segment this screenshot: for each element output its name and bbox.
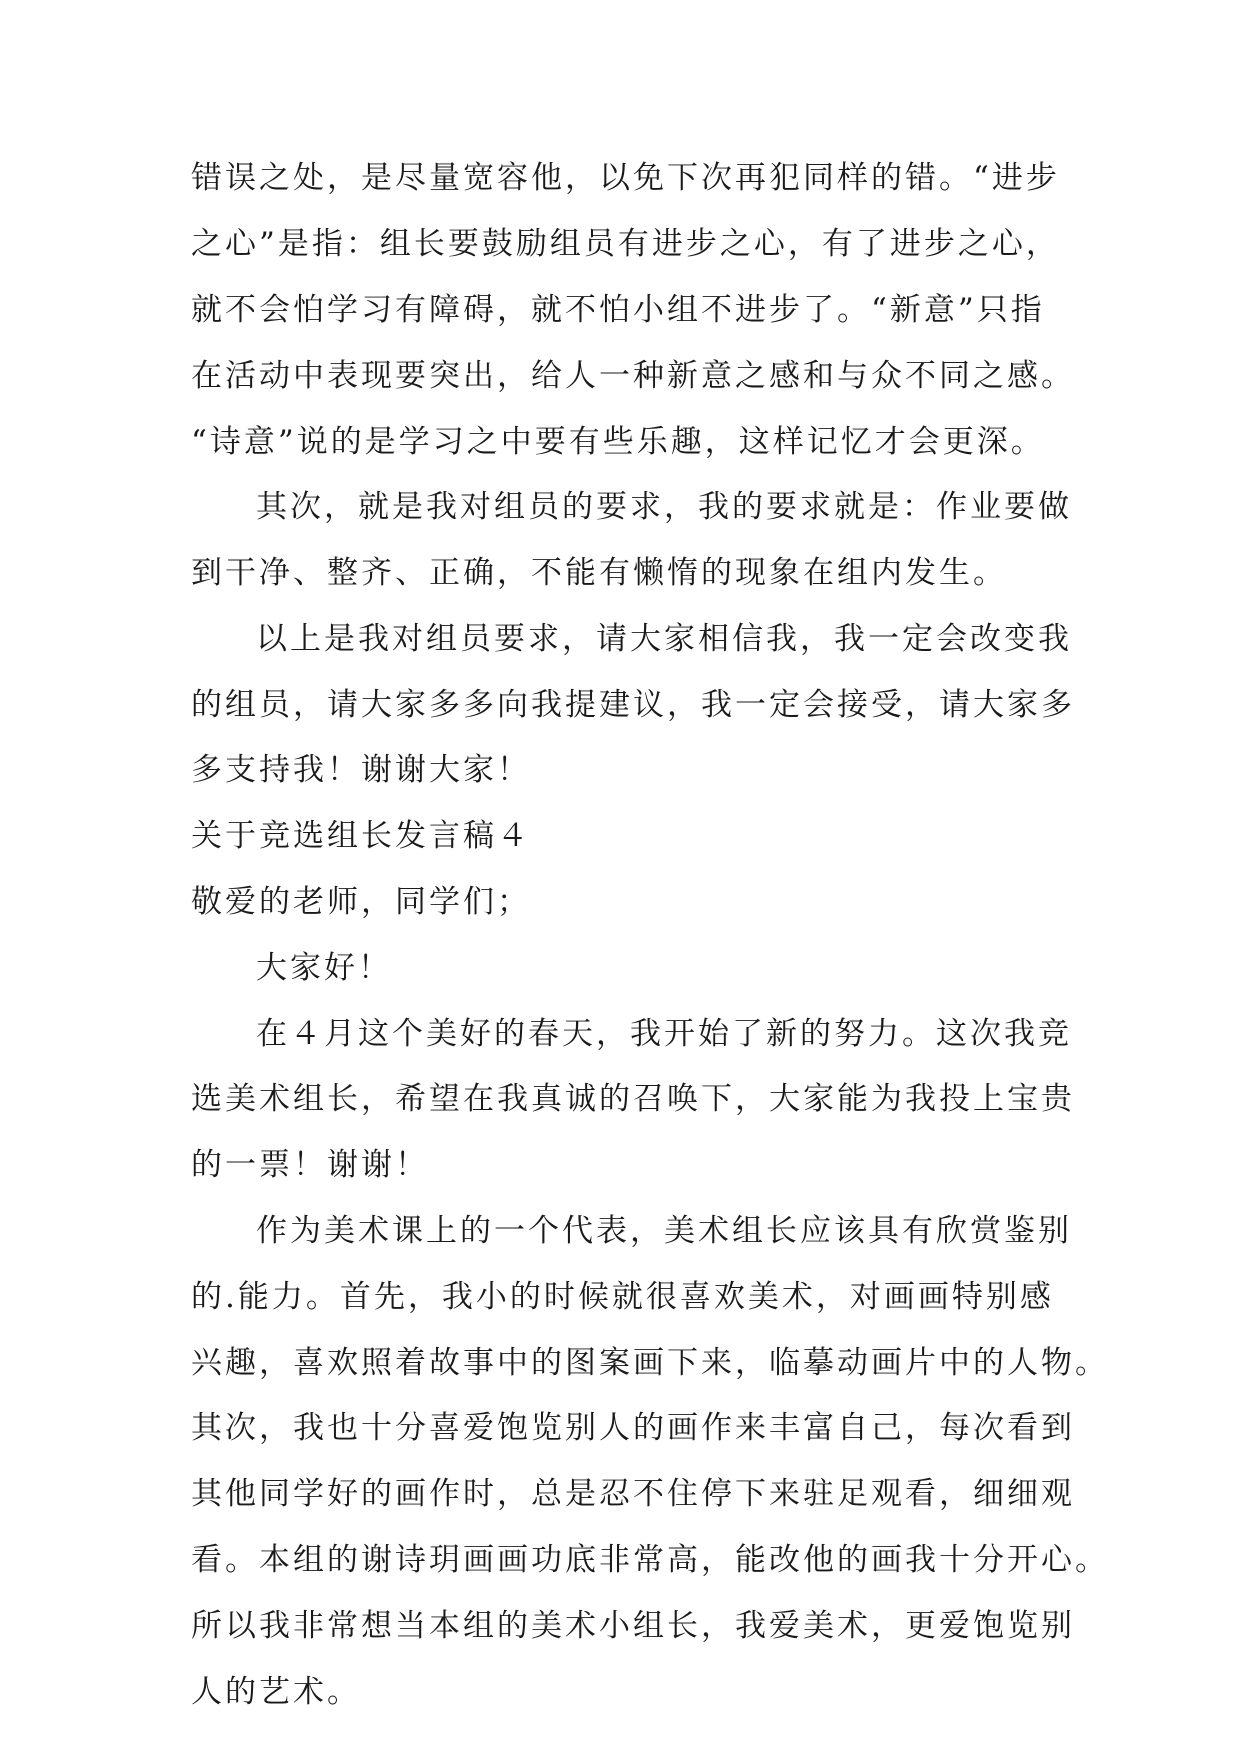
body-text-line: 看。本组的谢诗玥画画功底非常高，能改他的画我十分开心。 [191, 1542, 1109, 1578]
salutation: 敬爱的老师，同学们； [191, 884, 531, 920]
body-text-line: 就不会怕学习有障碍，就不怕小组不进步了。“新意”只指 [191, 292, 1045, 328]
body-text-line: 错误之处，是尽量宽容他，以免下次再犯同样的错。“进步 [191, 160, 1060, 196]
body-text-line: 人的艺术。 [191, 1674, 361, 1710]
body-text-line: 选美术组长，希望在我真诚的召唤下，大家能为我投上宝贵 [191, 1081, 1075, 1117]
body-text-line: 其他同学好的画作时，总是忍不住停下来驻足观看，细细观 [191, 1476, 1075, 1512]
paragraph-first-line: 在４月这个美好的春天，我开始了新的努力。这次我竞 [256, 1016, 1072, 1052]
greeting: 大家好！ [256, 950, 392, 986]
body-text-line: 多支持我！谢谢大家！ [191, 752, 531, 788]
body-text-line: 兴趣，喜欢照着故事中的图案画下来，临摹动画片中的人物。 [191, 1345, 1109, 1381]
paragraph-first-line: 作为美术课上的一个代表，美术组长应该具有欣赏鉴别 [256, 1213, 1072, 1249]
body-text-line: 所以我非常想当本组的美术小组长，我爱美术，更爱饱览别 [191, 1608, 1075, 1644]
body-text-line: 的.能力。首先，我小的时候就很喜欢美术，对画画特别感 [191, 1279, 1054, 1315]
paragraph-first-line: 其次，就是我对组员的要求，我的要求就是：作业要做 [256, 489, 1072, 525]
section-heading: 关于竞选组长发言稿４ [191, 818, 531, 854]
body-text-line: 其次，我也十分喜爱饱览别人的画作来丰富自己，每次看到 [191, 1410, 1075, 1446]
body-text-line: 的一票！谢谢！ [191, 1147, 429, 1183]
body-text-line: 到干净、整齐、正确，不能有懒惰的现象在组内发生。 [191, 555, 1007, 591]
paragraph-first-line: 以上是我对组员要求，请大家相信我，我一定会改变我 [256, 621, 1072, 657]
body-text-line: 之心”是指：组长要鼓励组员有进步之心，有了进步之心， [191, 226, 1060, 262]
body-text-line: 在活动中表现要突出，给人一种新意之感和与众不同之感。 [191, 358, 1075, 394]
body-text-line: “诗意”说的是学习之中要有些乐趣，这样记忆才会更深。 [191, 424, 1045, 460]
body-text-line: 的组员，请大家多多向我提建议，我一定会接受，请大家多 [191, 687, 1075, 723]
